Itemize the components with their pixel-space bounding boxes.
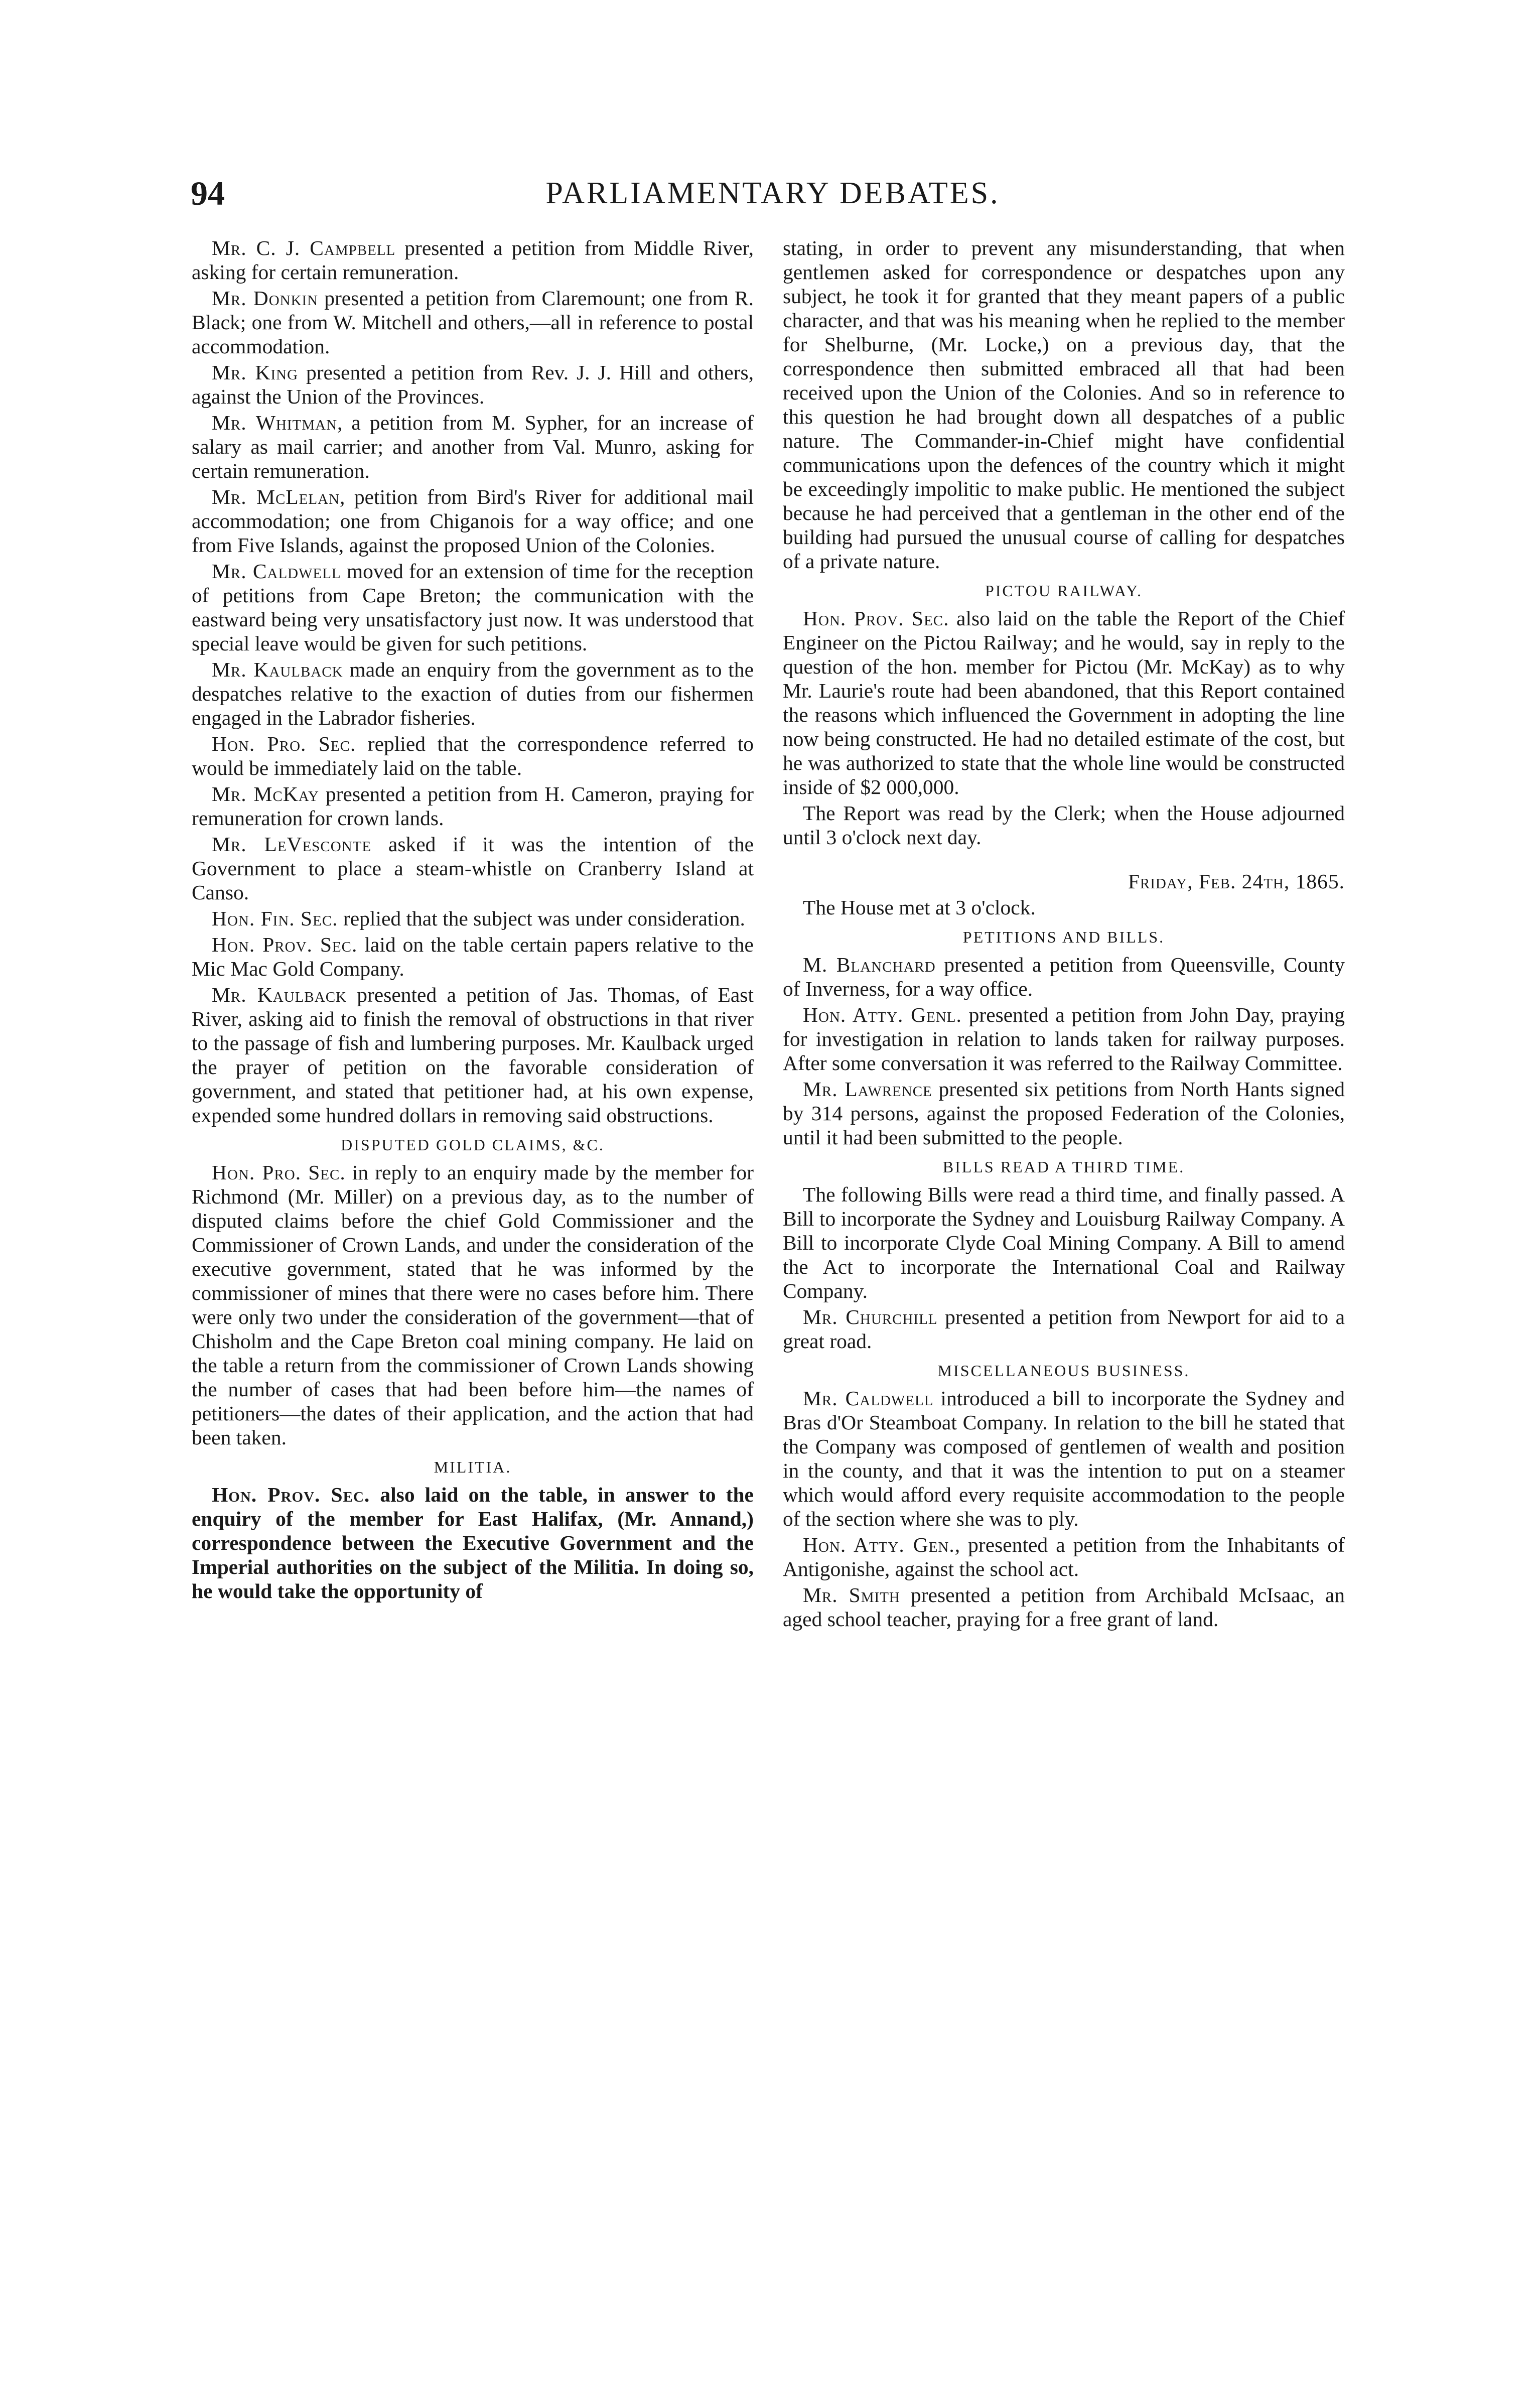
paragraph-text: The Report was read by the Clerk; when the House adjourned until 3 o'clock next day. (783, 802, 1345, 849)
paragraph-text: presented a petition from John Day, praying for investigation in relation to lands taken for railway purposes. After some conversation it was referred to the Railway Committee. (783, 1003, 1345, 1075)
speaker-name: Mr. McLelan (212, 485, 340, 508)
paragraph-text: presented six petitions from North Hants signed by 314 persons, against the proposed Federation of the Colonies, until it had been submitted to the people. (783, 1078, 1345, 1149)
paragraph (192, 485, 754, 557)
speaker-name: Mr. Caldwell (212, 560, 341, 583)
paragraph (192, 360, 754, 409)
paragraph-text: presented a petition from Archibald McIsaac, an aged school teacher, praying for a free grant of land. (783, 1583, 1345, 1631)
speaker-name: Hon. Prov. Sec. (212, 1483, 370, 1506)
section-heading: PICTOU RAILWAY. (985, 582, 1143, 600)
section-heading: BILLS READ A THIRD TIME. (942, 1158, 1185, 1176)
section-heading: PETITIONS AND BILLS. (962, 928, 1165, 946)
speaker-name: Mr. McKay (212, 782, 319, 806)
paragraph-text: presented a petition of Jas. Thomas, of East River, asking aid to finish the removal of obstructions in that river to the passage of fish and lumbering purposes. Mr. Kaulback urged the prayer of petition on the favorable consideration of government, and stated that petitioner had, at his own expense, expended some hundred dollars in removing said obstructions. (192, 983, 754, 1127)
paragraph (783, 1182, 1345, 1303)
paragraph (192, 983, 754, 1127)
paragraph-text: presented a petition from Middle River, asking for certain remuneration. (192, 236, 754, 284)
paragraph (783, 953, 1345, 1001)
paragraph-text: , presented a petition from the Inhabitants of Antigonishe, against the school act. (783, 1533, 1345, 1580)
speaker-name: Mr. C. J. Campbell (212, 236, 396, 259)
paragraph-text: replied that the correspondence referred to would be immediately laid on the table. (192, 732, 754, 779)
paragraph (783, 1583, 1345, 1631)
paragraph (783, 236, 1345, 573)
paragraph-text: also laid on the table, in answer to the enquiry of the member for East Halifax, (Mr. Annand,) correspondence between the Executive Government and the Imperial authorities on the subject of the Militia. In doing so, he would take the opportunity of (192, 1483, 754, 1603)
paragraph-text: The following Bills were read a third time, and finally passed. A Bill to incorporate the Sydney and Louisburg Railway Company. A Bill to incorporate Clyde Coal Mining Company. A Bill to amend the Act to incorporate the International Coal and Railway Company. (783, 1183, 1345, 1302)
paragraph-text: stating, in order to prevent any misunderstanding, that when gentlemen asked for correspondence or despatches upon any subject, he took it for granted that they meant papers of a public character, and that was his meaning when he replied to the member for Shelburne, (Mr. Locke,) on a previous day, that the correspondence then submitted embraced all that had been received upon the Union of the Colonies. And so in reference to this question he had brought down all despatches of a public nature. The Commander-in-Chief might have confidential communications upon the defences of the country which it might be exceedingly impolitic to make public. He mentioned the subject because he had perceived that a gentleman in the other end of the building had pursued the unusual course of calling for despatches of a private nature. (783, 236, 1345, 573)
speaker-name: Mr. Smith (803, 1583, 900, 1607)
speaker-name: Hon. Pro. Sec. (212, 732, 356, 755)
paragraph (783, 801, 1345, 849)
paragraph-text: , a petition from M. Sypher, for an increase of salary as mail carrier; and another from Val. Munro, asking for certain remuneration. (192, 411, 754, 482)
paragraph (192, 286, 754, 358)
paragraph-text: moved for an extension of time for the reception of petitions from Cape Breton; the communication with the eastward being very unsatisfactory just now. It was understood that special leave would be given for such petitions. (192, 560, 754, 655)
page-number: 94 (191, 174, 225, 212)
speaker-name: Mr. Kaulback (212, 983, 347, 1006)
paragraph-text: The House met at 3 o'clock. (803, 896, 1036, 919)
speaker-name: Hon. Atty. Gen. (803, 1533, 955, 1556)
section-heading: DISPUTED GOLD CLAIMS, &C. (341, 1136, 605, 1154)
paragraph-text: , petition from Bird's River for additional mail accommodation; one from Chiganois for a way office; and one from Five Islands, against the proposed Union of the Colonies. (192, 485, 754, 557)
left-column (192, 236, 754, 1605)
paragraph-text: presented a petition from Queensville, County of Inverness, for a way office. (783, 953, 1345, 1000)
paragraph-text: replied that the subject was under consideration. (338, 907, 745, 930)
speaker-name: Mr. Caldwell (803, 1387, 934, 1410)
paragraph (783, 1003, 1345, 1075)
paragraph (783, 1533, 1345, 1581)
paragraph (192, 782, 754, 830)
running-title: PARLIAMENTARY DEBATES. (545, 176, 1000, 210)
paragraph (783, 1305, 1345, 1353)
page-header (191, 173, 1355, 213)
speaker-name: Mr. Lawrence (803, 1078, 932, 1101)
paragraph-text: in reply to an enquiry made by the member for Richmond (Mr. Miller) on a previous day, as to the number of disputed claims before the chief Gold Commissioner and the Commissioner of Crown Lands, and under the consideration of the executive government, stated that he was informed by the commissioner of mines that there were no cases before him. There were only two under the consideration of the government—that of Chisholm and the Cape Breton coal mining company. He laid on the table a return from the commissioner of Crown Lands showing the number of cases that had been before him—the names of petitioners—the dates of their application, and the action that had been taken. (192, 1161, 754, 1449)
paragraph (192, 657, 754, 730)
paragraph-text: presented a petition from Rev. J. J. Hill and others, against the Union of the Provinces. (192, 361, 754, 408)
speaker-name: Mr. Whitman (212, 411, 338, 434)
paragraph (192, 559, 754, 655)
paragraph-text: asked if it was the intention of the Government to place a steam-whistle on Cranberry Island at Canso. (192, 833, 754, 904)
dateline: Friday, Feb. 24th, 1865. (1128, 870, 1345, 893)
speaker-name: Mr. King (212, 361, 299, 384)
section-heading: MILITIA. (434, 1458, 512, 1476)
speaker-name: Hon. Fin. Sec. (212, 907, 338, 930)
paragraph (192, 1160, 754, 1449)
paragraph (783, 895, 1345, 919)
paragraph (192, 906, 754, 930)
paragraph (192, 236, 754, 284)
speaker-name: Mr. Kaulback (212, 658, 343, 681)
speaker-name: Hon. Prov. Sec. (212, 933, 358, 956)
paragraph (783, 1077, 1345, 1149)
paragraph (192, 1483, 754, 1603)
speaker-name: M. Blanchard (803, 953, 936, 976)
paragraph (192, 932, 754, 981)
paragraph (783, 1386, 1345, 1531)
speaker-name: Mr. Donkin (212, 287, 319, 310)
paragraph-text: presented a petition from H. Cameron, praying for remuneration for crown lands. (192, 782, 754, 830)
speaker-name: Hon. Prov. Sec. (803, 607, 949, 630)
paragraph-text: presented a petition from Claremount; one from R. Black; one from W. Mitchell and others,—all in reference to postal accommodation. (192, 287, 754, 358)
speaker-name: Mr. LeVesconte (212, 833, 372, 856)
paragraph-text: laid on the table certain papers relative to the Mic Mac Gold Company. (192, 933, 754, 980)
paragraph-text: introduced a bill to incorporate the Sydney and Bras d'Or Steamboat Company. In relation to the bill he stated that the Company was composed of gentlemen of wealth and position in the county, and that it was the intention to put on a steamer which would afford every requisite accommodation to the people of the section where she was to ply. (783, 1387, 1345, 1530)
right-column (783, 236, 1345, 1633)
paragraph-text: made an enquiry from the government as to the despatches relative to the exaction of duties from our fishermen engaged in the Labrador fisheries. (192, 658, 754, 729)
paragraph (192, 411, 754, 483)
section-heading: MISCELLANEOUS BUSINESS. (937, 1362, 1190, 1380)
paragraph-text: presented a petition from Newport for aid to a great road. (783, 1305, 1345, 1353)
speaker-name: Hon. Atty. Genl. (803, 1003, 962, 1026)
paragraph (783, 606, 1345, 799)
paragraph (192, 732, 754, 780)
paragraph-text: also laid on the table the Report of the Chief Engineer on the Pictou Railway; and he would, say in reply to the question of the hon. member for Pictou (Mr. McKay) as to why Mr. Laurie's route had been abandoned, that this Report contained the reasons which influenced the Government in adopting the line now being constructed. He had no detailed estimate of the cost, but he was authorized to state that the whole line would be constructed inside of $2 000,000. (783, 607, 1345, 798)
speaker-name: Hon. Pro. Sec. (212, 1161, 346, 1184)
paragraph (192, 832, 754, 904)
speaker-name: Mr. Churchill (803, 1305, 938, 1328)
